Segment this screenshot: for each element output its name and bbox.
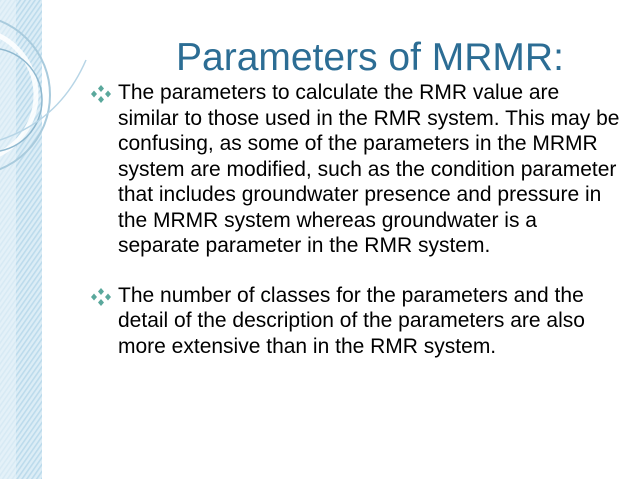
bullet-text-2: The number of classes for the parameters and the detail of the description of the parameters are also more extensive than in the RMR system. — [118, 283, 585, 358]
four-diamond-bullet-icon — [90, 84, 112, 104]
slide-title: Parameters of MRMR: — [176, 36, 564, 79]
band-highlight — [0, 0, 16, 479]
decorative-swirl-band — [0, 0, 90, 479]
bullet-list — [90, 80, 620, 383]
bullet-item-2 — [90, 283, 620, 360]
four-diamond-bullet-icon — [90, 287, 112, 307]
bullet-item-1 — [90, 80, 620, 259]
bullet-text-1: The parameters to calculate the RMR value are similar to those used in the RMR system. This may be confusing, as some of the parameters in the MRMR system are modified, such as the condition parameter that includes groundwater presence and pressure in the MRMR system whereas groundwater is a separate parameter in the RMR system. — [118, 81, 620, 257]
